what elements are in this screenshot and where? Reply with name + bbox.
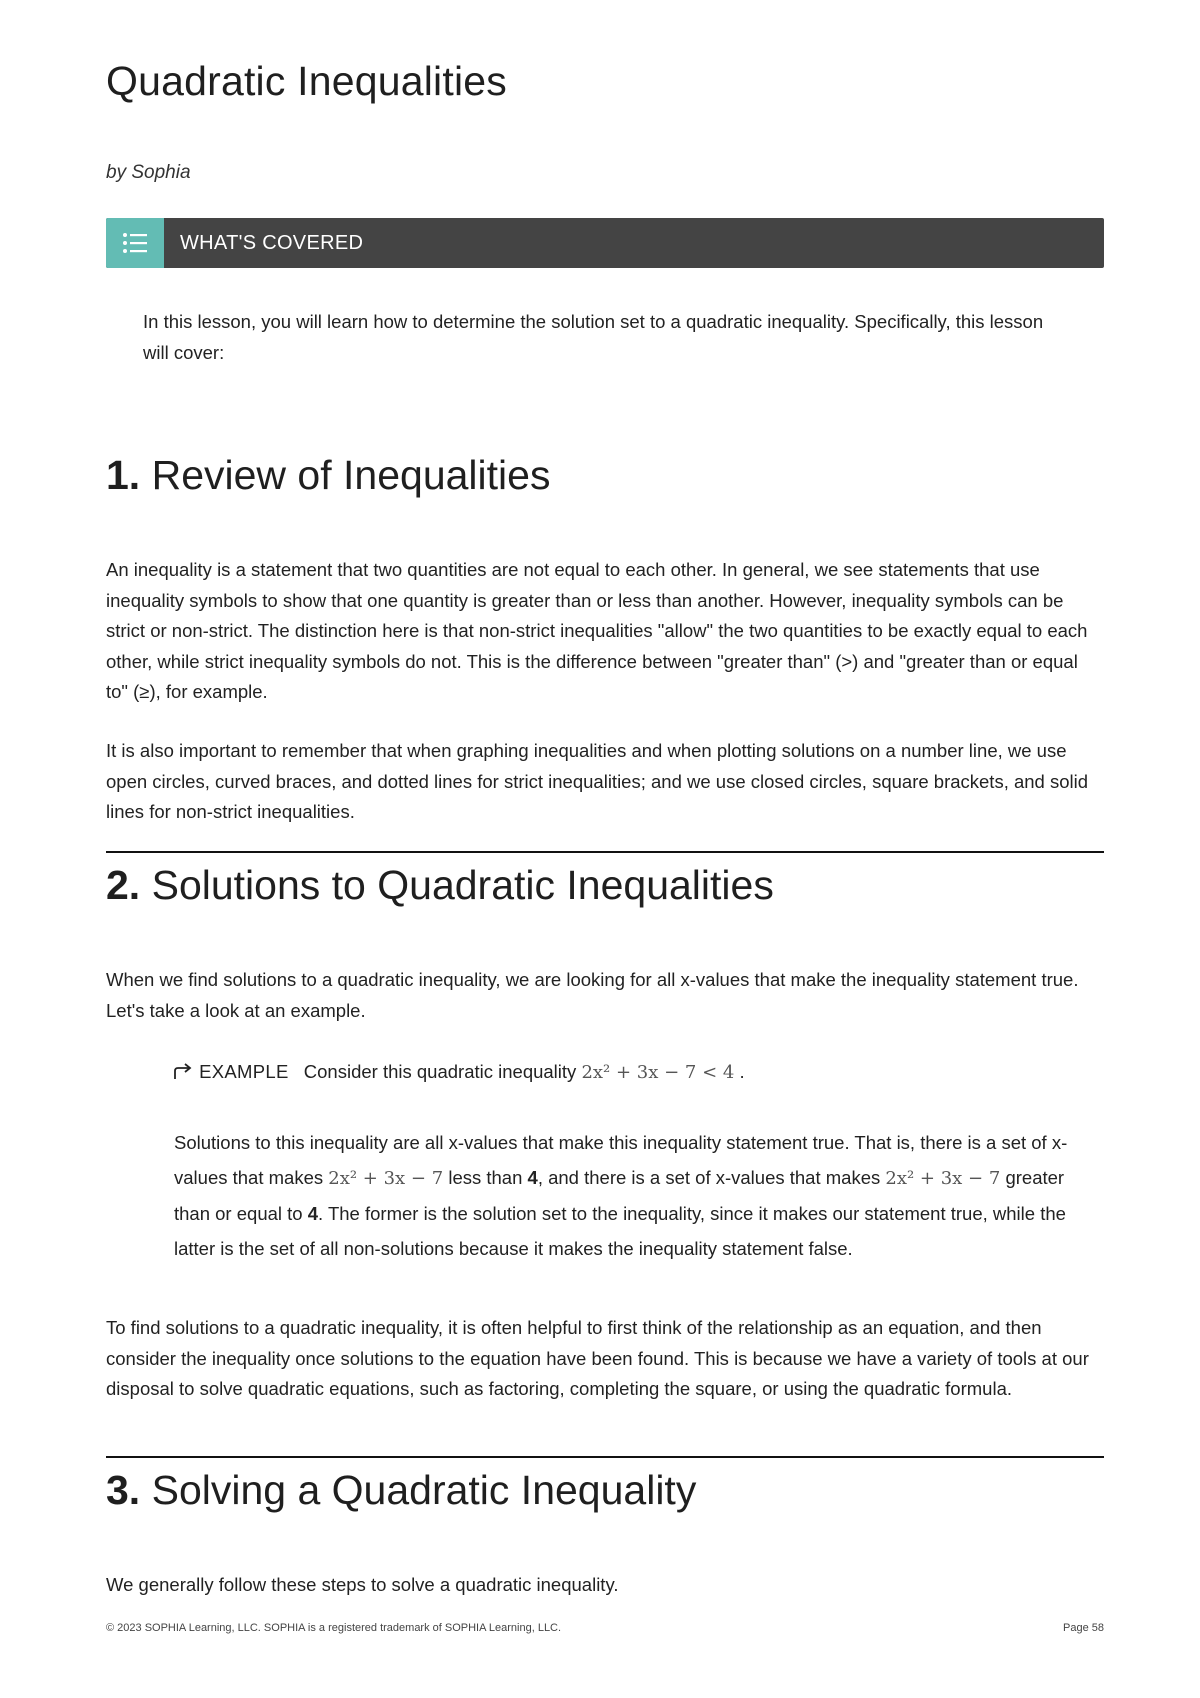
section-3-heading	[106, 1467, 696, 1514]
section-2-heading	[106, 862, 774, 909]
example-text: . The former is the solution set to the inequality, since it makes our statement true, while the latter is the set of all non-solutions because it makes the inequality statement false.	[174, 1203, 1066, 1259]
example-text: , and there is a set of x-values that makes	[537, 1167, 881, 1188]
section-title-text: Solutions to Quadratic Inequalities	[151, 862, 774, 908]
example-callout: EXAMPLE Consider this quadratic inequality 2x² + 3x − 7 < 4 .	[172, 1057, 745, 1088]
paragraph: We generally follow these steps to solve a quadratic inequality.	[106, 1574, 619, 1595]
section-1-heading	[106, 452, 550, 499]
footer-page-number: Page 58	[1063, 1622, 1104, 1634]
section-divider	[106, 1456, 1104, 1458]
list-icon	[106, 218, 164, 268]
example-value: 4	[527, 1167, 538, 1188]
whats-covered-label: WHAT'S COVERED	[180, 231, 364, 254]
example-text: Solutions to this inequality are all x-values that make this inequality statement true. That is, there is a set of x-values that makes	[174, 1132, 1068, 1188]
whats-covered-banner	[106, 218, 1104, 268]
footer-copyright: © 2023 SOPHIA Learning, LLC. SOPHIA is a registered trademark of SOPHIA Learning, LLC.	[106, 1622, 562, 1634]
example-expression: 2x² + 3x − 7	[328, 1168, 444, 1189]
whats-covered-text: In this lesson, you will learn how to determine the solution set to a quadratic inequality. Specifically, this lesson will cover:	[143, 311, 1044, 363]
section-number: 1.	[106, 452, 141, 498]
section-title-text: Review of Inequalities	[151, 452, 551, 498]
section-divider	[106, 851, 1104, 853]
paragraph: When we find solutions to a quadratic inequality, we are looking for all x-values that make the inequality statement true. Let's take a look at an example.	[106, 969, 1079, 1021]
page-title: Quadratic Inequalities	[106, 58, 507, 104]
example-inequality: 2x² + 3x − 7 < 4	[581, 1062, 735, 1083]
paragraph: To find solutions to a quadratic inequality, it is often helpful to first think of the relationship as an equation, and then consider the inequality once solutions to the equation have been found. This is because we have a variety of tools at our disposal to solve quadratic equations, such as factoring, completing the square, or using the quadratic formula.	[106, 1317, 1089, 1399]
paragraph: An inequality is a statement that two quantities are not equal to each other. In general, we see statements that use inequality symbols to show that one quantity is greater than or less than another. However, inequality symbols can be strict or non-strict. The distinction here is that non-strict inequalities "allow" the two quantities to be exactly equal to each other, while strict inequality symbols do not. This is the difference between "greater than" (>) and "greater than or equal to" (≥), for example.	[106, 559, 1088, 702]
paragraph: It is also important to remember that when graphing inequalities and when plotting solutions on a number line, we use open circles, curved braces, and dotted lines for strict inequalities; and we use closed circles, square brackets, and solid lines for non-strict inequalities.	[106, 740, 1089, 822]
arrow-icon	[172, 1061, 199, 1082]
document-page	[106, 0, 1104, 1698]
example-text: less than	[448, 1167, 523, 1188]
example-expression: 2x² + 3x − 7	[885, 1168, 1001, 1189]
example-body	[174, 1125, 1104, 1266]
section-title-text: Solving a Quadratic Inequality	[151, 1467, 697, 1513]
example-label: EXAMPLE	[199, 1061, 289, 1082]
author-byline: by Sophia	[106, 162, 191, 183]
example-intro: Consider this quadratic inequality	[303, 1061, 577, 1082]
section-number: 2.	[106, 862, 141, 908]
example-value: 4	[307, 1203, 319, 1224]
section-number: 3.	[106, 1467, 141, 1513]
example-text: greater than or equal to	[174, 1167, 1065, 1224]
